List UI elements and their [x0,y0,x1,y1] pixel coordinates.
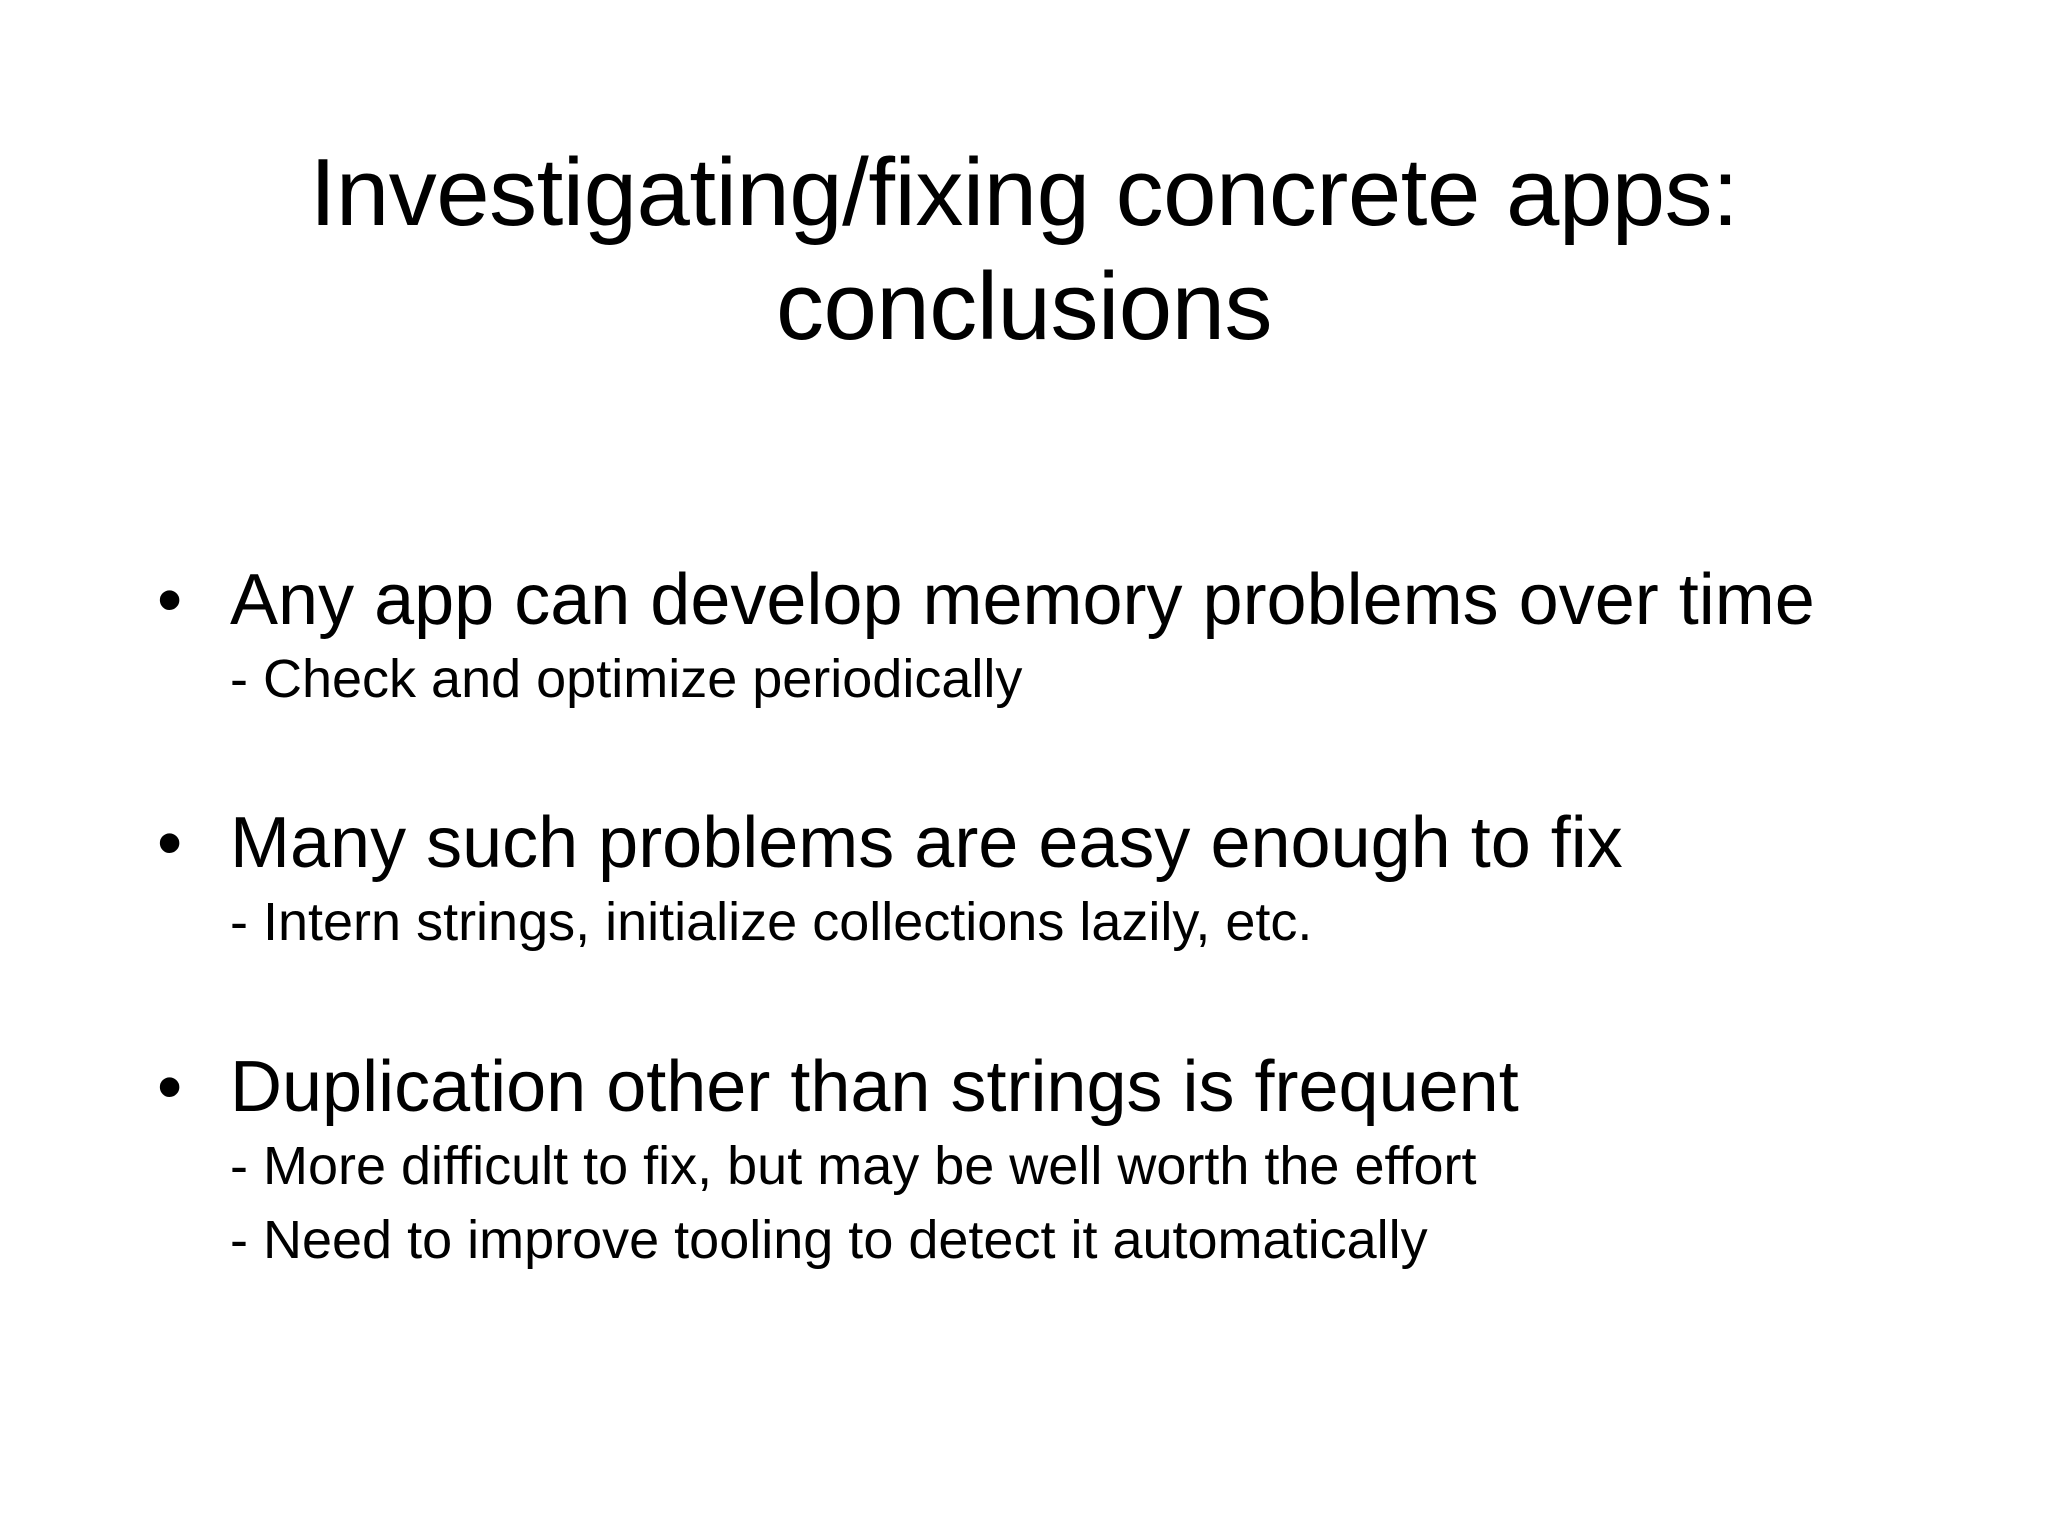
bullet-subtext: - Need to improve tooling to detect it automatically [230,1210,1428,1270]
title-line-2: conclusions [775,253,1273,360]
bullet-dot: • [157,560,183,640]
title-line-1: Investigating/fixing concrete apps: [309,139,1739,246]
bullet-text: Any app can develop memory problems over time [230,560,1815,640]
bullet-subtext: - Intern strings, initialize collections lazily, etc. [230,892,1313,952]
bullet-dot: • [157,803,183,883]
bullet-dot: • [157,1047,183,1127]
bullet-subtext: - More difficult to fix, but may be well worth the effort [230,1136,1477,1196]
bullet-subtext: - Check and optimize periodically [230,649,1023,709]
bullet-text: Many such problems are easy enough to fix [230,803,1623,883]
bullet-text: Duplication other than strings is frequent [230,1047,1519,1127]
